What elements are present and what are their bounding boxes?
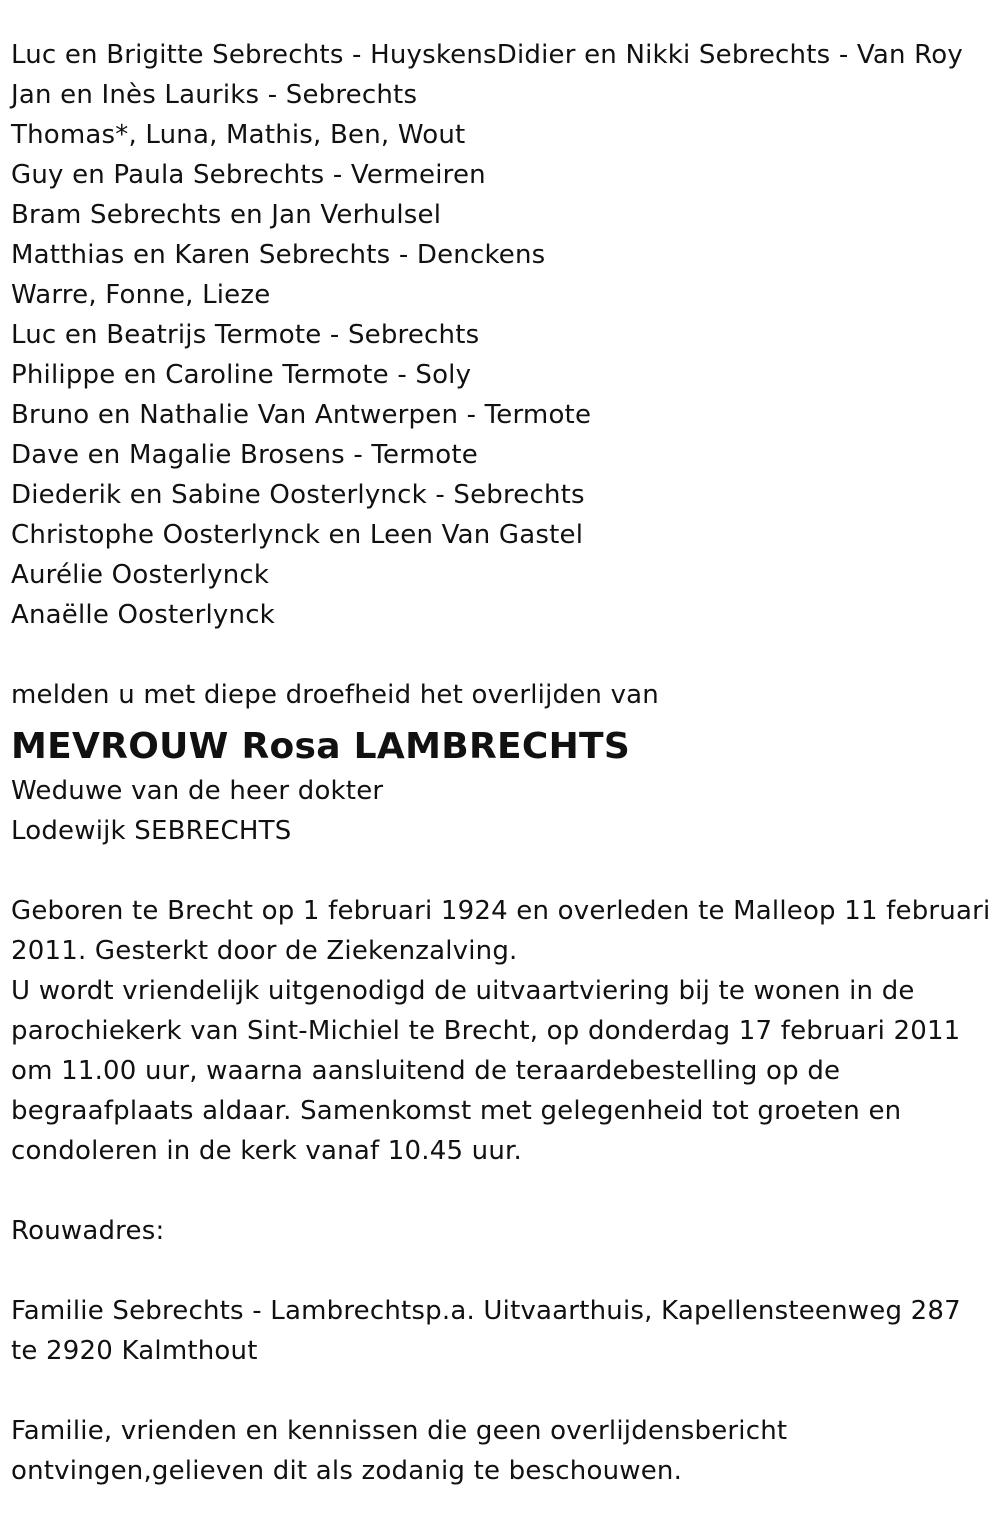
family-line: Philippe en Caroline Termote - Soly [11, 360, 472, 390]
closing-text: Familie, vrienden en kennissen die geen overlijdensbericht ontvingen,gelieven dit als zodanig te beschouwen. [11, 1416, 788, 1486]
deceased-subtitle-1: Weduwe van de heer dokter [11, 776, 384, 806]
address-label: Rouwadres: [11, 1216, 165, 1246]
birth-death-paragraph: Geboren te Brecht op 1 februari 1924 en overleden te Malleop 11 februari 2011. Gesterkt door de Ziekenzalving. [11, 896, 991, 966]
address-text: Familie Sebrechts - Lambrechtsp.a. Uitvaarthuis, Kapellensteenweg 287 te 2920 Kalmthout [11, 1296, 961, 1366]
family-line: Bruno en Nathalie Van Antwerpen - Termote [11, 400, 592, 430]
family-line: Luc en Beatrijs Termote - Sebrechts [11, 320, 480, 350]
family-line: Diederik en Sabine Oosterlynck - Sebrechts [11, 480, 585, 510]
family-line: Jan en Inès Lauriks - Sebrechts [11, 80, 418, 110]
deceased-subtitle-2: Lodewijk SEBRECHTS [11, 816, 292, 846]
family-list [11, 35, 991, 635]
funeral-paragraph: U wordt vriendelijk uitgenodigd de uitvaartviering bij te wonen in de parochiekerk van Sint-Michiel te Brecht, op donderdag 17 februari 2011 om 11.00 uur, waarna aansluitend de teraardebestelling op de begraafplaats aldaar. Samenkomst met gelegenheid tot groeten en condoleren in de kerk vanaf 10.45 uur. [11, 976, 961, 1166]
deceased-name: MEVROUW Rosa LAMBRECHTS [11, 726, 631, 767]
family-line: Matthias en Karen Sebrechts - Denckens [11, 240, 546, 270]
spacer [11, 1371, 991, 1411]
spacer [11, 851, 991, 891]
family-line: Luc en Brigitte Sebrechts - HuyskensDidier en Nikki Sebrechts - Van Roy [11, 40, 963, 70]
announcement-text: melden u met diepe droefheid het overlijden van [11, 680, 659, 710]
family-line: Warre, Fonne, Lieze [11, 280, 271, 310]
spacer [11, 1251, 991, 1291]
family-line: Anaëlle Oosterlynck [11, 600, 275, 630]
family-line: Bram Sebrechts en Jan Verhulsel [11, 200, 442, 230]
spacer [11, 635, 991, 675]
spacer [11, 1171, 991, 1211]
obituary-document [11, 35, 991, 1491]
family-line: Thomas*, Luna, Mathis, Ben, Wout [11, 120, 466, 150]
family-line: Guy en Paula Sebrechts - Vermeiren [11, 160, 486, 190]
family-line: Dave en Magalie Brosens - Termote [11, 440, 478, 470]
family-line: Christophe Oosterlynck en Leen Van Gastel [11, 520, 584, 550]
family-line: Aurélie Oosterlynck [11, 560, 270, 590]
